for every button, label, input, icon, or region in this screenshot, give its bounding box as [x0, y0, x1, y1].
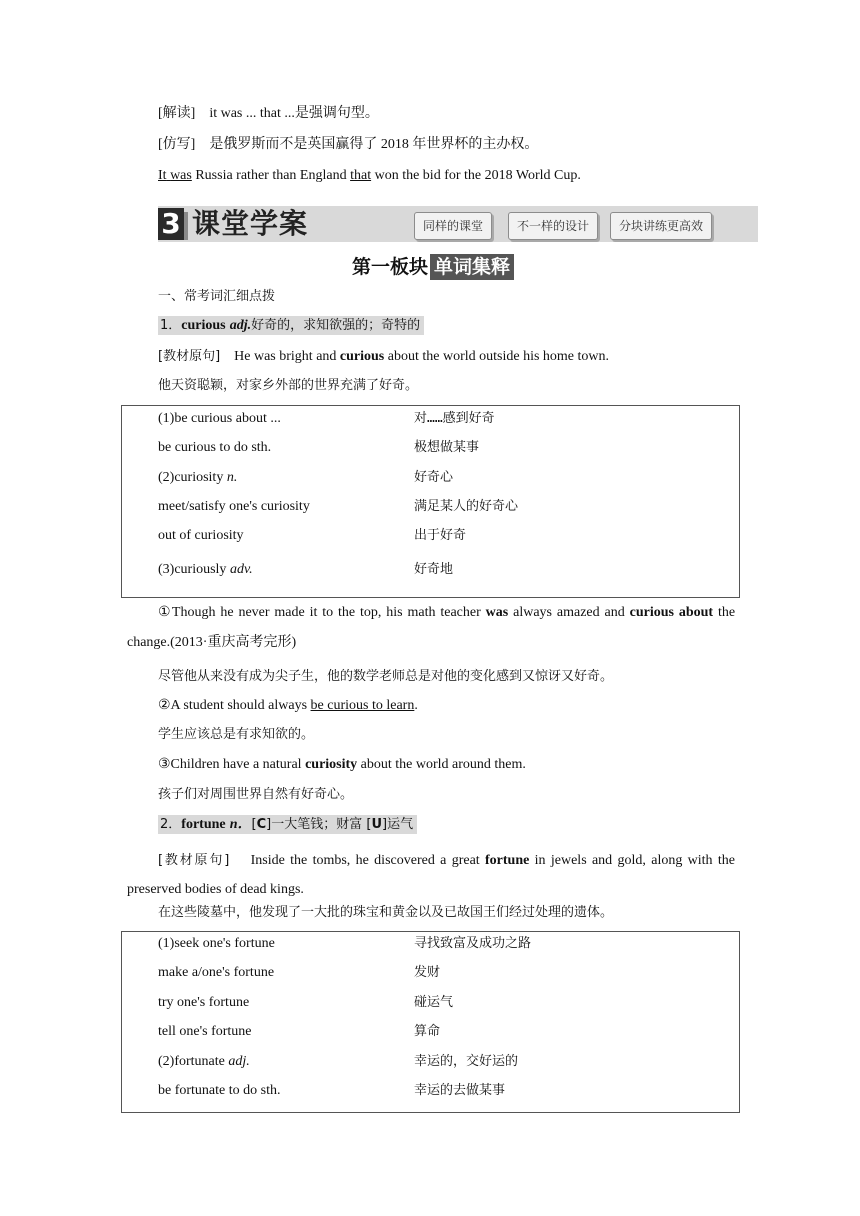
banner-button-block-practice[interactable]: 分块讲练更高效: [610, 212, 712, 240]
answer-was: was: [170, 168, 192, 183]
section-header: [352, 254, 514, 280]
item1-source: [158, 347, 609, 367]
answer-mid: Russia rather than England: [195, 168, 347, 183]
item1-example2: ②A student should always be curious to learn.: [158, 698, 418, 713]
item1-source-pre: He was bright and: [234, 349, 337, 364]
table-row: try one's fortune 碰运气: [158, 995, 454, 1010]
table-row: be curious to do sth. 极想做某事: [158, 440, 480, 455]
item2-table: [121, 931, 740, 1113]
item2-pos: n．: [229, 817, 252, 832]
table-row: (2)curiosity n. 好奇心: [158, 470, 454, 485]
item1-example2-cn: 学生应该总是有求知欲的。: [158, 727, 315, 742]
heading-vocab: 一、常考词汇细点拨: [158, 289, 276, 304]
answer-end: won the bid for the 2018 World Cup.: [374, 168, 581, 183]
item1-heading: [158, 316, 424, 336]
item2-heading: 2．fortune n．[C]一大笔钱；财富 [U]运气: [158, 815, 417, 835]
item1-source-bold: curious: [339, 349, 385, 364]
item2-source-tag: [教材原句]: [158, 853, 230, 868]
section-header-plain: 第一板块: [352, 256, 429, 278]
jiedu-text: it was ... that ...是强调句型。: [209, 106, 379, 121]
answer-it: It: [158, 168, 167, 183]
item1-example2-answer: be curious to learn: [310, 698, 415, 713]
item1-num: 1．: [160, 318, 182, 333]
item1-table: [121, 405, 740, 598]
answer-that: that: [350, 168, 372, 183]
item1-source-tag: [教材原句]: [158, 349, 221, 364]
section-header-boxed: 单词集释: [430, 254, 514, 280]
jiedu-line: [158, 104, 379, 124]
item1-word: curious: [181, 318, 226, 333]
fangxie-line: [158, 135, 538, 155]
table-row: (1)be curious about ... 对……感到好奇: [158, 411, 495, 426]
table-row: out of curiosity 出于好奇: [158, 528, 467, 543]
table-row: (2)fortunate adj. 幸运的，交好运的: [158, 1054, 519, 1069]
item2-source: [教材原句] Inside the tombs, he discovered a great fortune in jewels and gold, along with the preserved bodies of dead kings.: [127, 853, 735, 897]
banner-title: 课堂学案: [192, 207, 309, 240]
table-row: meet/satisfy one's curiosity 满足某人的好奇心: [158, 499, 519, 514]
item1-source-post: about the world outside his home town.: [387, 349, 610, 364]
item1-pos: adj.: [229, 318, 252, 333]
item1-example3-cn: 孩子们对周围世界自然有好奇心。: [158, 787, 354, 802]
table-row: be fortunate to do sth. 幸运的去做某事: [158, 1083, 506, 1098]
table-row: tell one's fortune 算命: [158, 1024, 441, 1039]
item1-source-cn: 他天资聪颖，对家乡外部的世界充满了好奇。: [158, 378, 419, 393]
lesson-banner: [158, 206, 758, 242]
table-row: (3)curiously adv. 好奇地: [158, 562, 454, 577]
item2-num: 2．: [160, 817, 182, 832]
banner-button-same-class[interactable]: 同样的课堂: [414, 212, 492, 240]
item1-example1-cn: 尽管他从来没有成为尖子生，他的数学老师总是对他的变化感到又惊讶又好奇。: [158, 669, 614, 684]
table-row: (1)seek one's fortune 寻找致富及成功之路: [158, 936, 532, 951]
item1-example1: ①Though he never made it to the top, his math teacher was always amazed and curious about the change.(2013·重庆高考完形): [127, 605, 736, 650]
jiedu-tag: [解读]: [158, 106, 196, 121]
fangxie-text: 是俄罗斯而不是英国赢得了 2018 年世界杯的主办权。: [209, 137, 539, 152]
table-row: make a/one's fortune 发财: [158, 965, 441, 980]
item1-example3: ③Children have a natural curiosity about the world around them.: [158, 757, 526, 772]
fangxie-tag: [仿写]: [158, 137, 196, 152]
banner-button-different-design[interactable]: 不一样的设计: [508, 212, 598, 240]
item1-meaning: 好奇的，求知欲强的；奇特的: [251, 318, 421, 333]
fangxie-answer: [158, 166, 581, 186]
item2-word: fortune: [181, 817, 226, 832]
item2-source-cn: 在这些陵墓中，他发现了一大批的珠宝和黄金以及已故国王们经过处理的遗体。: [158, 905, 614, 920]
banner-number: 3: [158, 208, 184, 240]
